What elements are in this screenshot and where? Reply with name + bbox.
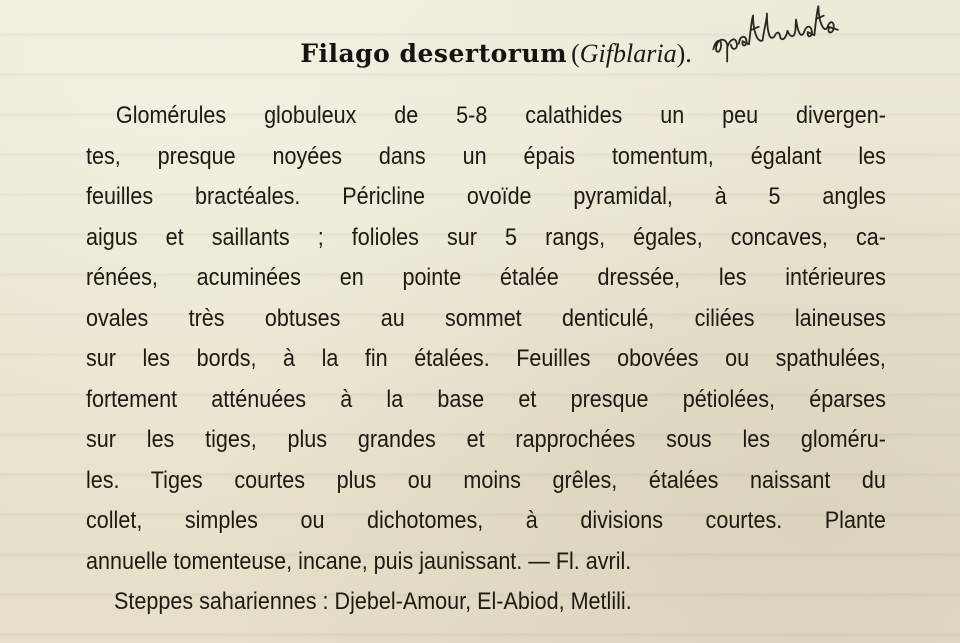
description-line: feuilles bractéales. Péricline ovoïde pyramidal, à 5 angles [86, 183, 886, 210]
description-line: sur les bords, à la fin étalées. Feuilles obovées ou spathulées, [86, 345, 886, 372]
description-line: tes, presque noyées dans un épais tomentum, égalant les [86, 142, 886, 170]
description-line: Glomérules globuleux de 5-8 calathides un peu divergen- [115, 102, 886, 129]
description-line: ovales très obtuses au sommet denticulé, ciliées laineuses [86, 304, 886, 332]
description-line: rénées, acuminées en pointe étalée dressée, les intérieures [86, 264, 886, 291]
species-entry [86, 34, 886, 622]
description-paragraph [86, 96, 886, 582]
open-paren: ( [571, 39, 580, 68]
close-paren: ). [676, 39, 692, 68]
description-line: sur les tiges, plus grandes et rapprochées sous les gloméru- [86, 426, 886, 453]
species-name: Filago desertorum [300, 39, 568, 68]
description-line: les. Tiges courtes plus ou moins grêles, étalées naissant du [86, 466, 886, 494]
description-line: aigus et saillants ; folioles sur 5 rangs, égales, concaves, ca- [86, 223, 886, 251]
vernacular-name: Gifblaria [579, 39, 677, 68]
handwriting-stroke [709, 4, 840, 63]
description-line: annuelle tomenteuse, incane, puis jaunissant. — Fl. avril. [86, 547, 632, 575]
locality-line: Steppes sahariennes : Djebel-Amour, El-Abiod, Metlili. [114, 588, 632, 615]
description-line: collet, simples ou dichotomes, à divisions courtes. Plante [86, 507, 886, 534]
description-line: fortement atténuées à la base et presque pétiolées, éparses [86, 385, 886, 413]
